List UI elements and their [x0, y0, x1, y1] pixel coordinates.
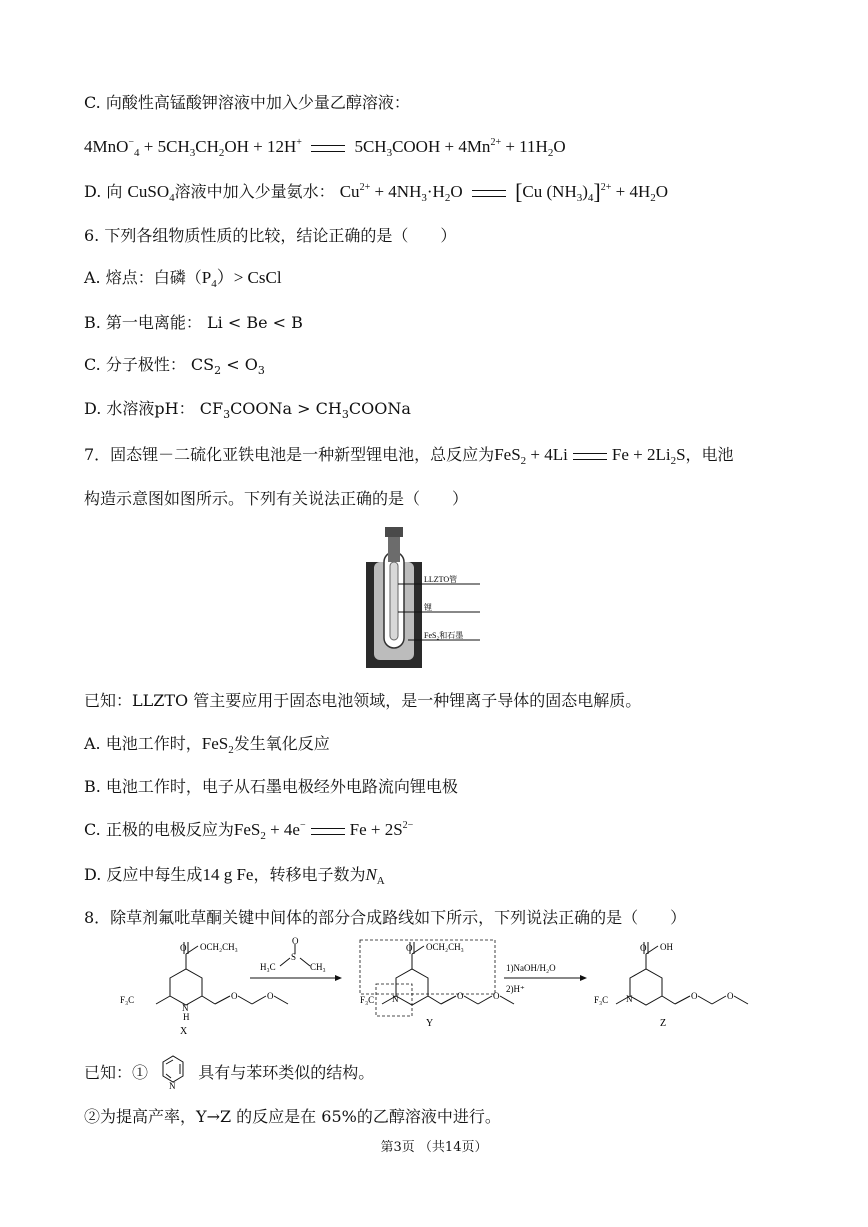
text: ，转移电子数为	[253, 865, 366, 884]
eq-term: CH	[195, 137, 219, 156]
eq-sub: 4	[134, 147, 140, 159]
eq-term: + 4Li	[526, 445, 568, 464]
x-o: O	[180, 943, 187, 953]
text: ）> CsCl	[216, 268, 282, 287]
eq-term: + 5CH	[139, 137, 190, 156]
q5-option-c-text: C. 向酸性高锰酸钾溶液中加入少量乙醇溶液：	[84, 93, 410, 112]
eq-term: Cu (NH	[522, 182, 577, 201]
q6-option-d	[84, 398, 411, 420]
lithium-rod	[390, 562, 398, 640]
eq-sub: 2	[444, 192, 451, 204]
text: D. 反应中每生成	[84, 865, 203, 884]
x-ester: OCH₂CH₃	[200, 942, 238, 952]
eq-term: O	[553, 137, 566, 156]
top-terminal	[388, 534, 400, 562]
eq-sub: 2	[547, 147, 554, 159]
q6-option-c	[84, 354, 265, 376]
text: D. 水溶液pH： CF	[84, 399, 224, 418]
q6-option-b: B. 第一电离能： Li < Be < B	[84, 313, 303, 332]
eq-term: Cu	[339, 182, 360, 201]
q6-stem: 6. 下列各组物质性质的比较，结论正确的是（ ）	[84, 226, 457, 245]
eq-sub: 4	[587, 192, 594, 204]
eq-term: Fe + 2Li	[611, 445, 671, 464]
z-o3: O	[727, 991, 734, 1001]
q6-option-a	[84, 267, 282, 289]
equals-sign	[311, 145, 345, 152]
text: COONa	[348, 399, 411, 418]
q8-known-1	[84, 1052, 374, 1092]
eq-sub: 3	[341, 408, 349, 421]
text: C. 正极的电极反应为	[84, 820, 234, 839]
eq-sup: 2+	[490, 137, 502, 148]
x-o2: O	[231, 991, 238, 1001]
q5-option-d	[84, 181, 668, 203]
eq-term: CuSO	[127, 182, 170, 201]
x-h: H	[183, 1012, 190, 1022]
z-oh: OH	[660, 942, 673, 952]
q7-stem-line2: 构造示意图如图所示。下列有关说法正确的是（ ）	[84, 489, 469, 508]
equals-sign	[573, 453, 607, 460]
label-x: X	[180, 1026, 188, 1036]
eq-term: COOH + 4Mn	[392, 137, 491, 156]
eq-sub: 2	[650, 192, 656, 204]
eq-term: + 4NH	[370, 182, 422, 201]
text: C. 分子极性： CS	[84, 355, 215, 374]
q5-option-c	[84, 92, 410, 114]
arrowhead-2	[580, 975, 587, 981]
eq-sub: 3	[421, 192, 427, 204]
label-z: Z	[660, 1018, 667, 1029]
z-o: O	[640, 943, 647, 953]
text	[365, 865, 385, 887]
cuso4	[127, 182, 175, 204]
eq-sub: 2	[228, 744, 234, 756]
eq-sub: 2	[520, 455, 527, 467]
eq-sup: 2−	[402, 820, 414, 831]
reagent-o: O	[292, 936, 299, 946]
double-bond	[166, 1060, 173, 1064]
equals-sign	[311, 828, 345, 835]
q5-option-d-text: D. 向	[84, 182, 123, 201]
eq-sub: A	[376, 875, 385, 887]
eq-sup: −	[299, 820, 306, 831]
reagent-h3c: H₃C	[260, 962, 276, 972]
eq-sub: 3	[257, 364, 265, 377]
q7-option-a	[84, 733, 330, 755]
eq-sub: 3	[189, 147, 196, 159]
eq-term: 4MnO	[84, 137, 129, 156]
arrowhead-1	[335, 975, 342, 981]
eq-sub: 2	[260, 830, 266, 842]
text: A. 电池工作时，	[84, 734, 202, 753]
text: 发生氧化反应	[233, 734, 330, 753]
z-n: N	[626, 994, 633, 1004]
q7-known: 已知：LLZTO 管主要应用于固态电池领域，是一种锂离子导体的固态电解质。	[84, 691, 642, 710]
text: COONa > CH	[230, 399, 342, 418]
terminal-cap	[385, 527, 403, 537]
y-o2: O	[457, 991, 464, 1001]
label-fes2: FeS₂和石墨	[424, 631, 464, 640]
eq-term: + 4H	[611, 182, 651, 201]
eq-sub: 3	[223, 408, 231, 421]
eq-term: O	[655, 182, 669, 201]
battery-diagram	[360, 522, 490, 672]
q8-stem: 8．除草剂氟吡草酮关键中间体的部分合成路线如下所示，下列说法正确的是（ ）	[84, 908, 687, 927]
cond-1: 1)NaOH/H₂O	[506, 963, 556, 973]
q8-known-2: ②为提高产率，Y→Z 的反应是在 65%的乙醇溶液中进行。	[84, 1107, 501, 1126]
pyridine-n: N	[169, 1081, 176, 1091]
eq-term: + 11H	[501, 137, 548, 156]
cond-2: 2)H⁺	[506, 984, 525, 994]
eq-sub: 4	[169, 192, 175, 204]
text: 具有与苯环类似的结构。	[198, 1063, 375, 1082]
y-o3: O	[493, 991, 500, 1001]
x-cf3: F₃C	[120, 995, 135, 1005]
text	[201, 734, 234, 756]
eq-sub: 2	[218, 147, 225, 159]
label-llzto: LLZTO管	[424, 575, 458, 584]
q7-option-c	[84, 819, 413, 841]
q7c-equation	[233, 820, 414, 842]
text: P	[201, 268, 212, 287]
bracket: ]	[593, 179, 601, 204]
eq-sup: −	[128, 137, 135, 148]
eq-sub: 3	[576, 192, 583, 204]
eq-sub: 3	[386, 147, 393, 159]
label-y: Y	[426, 1018, 434, 1029]
eq-term: + 4e	[265, 820, 300, 839]
z-o2: O	[691, 991, 698, 1001]
x-o3: O	[267, 991, 274, 1001]
synthesis-route	[100, 936, 780, 1036]
text: < O	[221, 355, 258, 374]
eq-term: FeS	[233, 820, 261, 839]
eq-term: 5CH	[354, 137, 387, 156]
q5-option-d-text2: 溶液中加入少量氨水：	[174, 182, 335, 201]
label-lithium: 锂	[424, 603, 432, 612]
q5-option-d-equation: $Cu^{2+} + 4NH_3\cdot H_2O$ [Cu $(NH_3)_4]^{2+} + 4H_2O$	[339, 179, 669, 204]
text: 已知：①	[84, 1063, 149, 1082]
double-bond	[166, 1074, 171, 1078]
page-footer: 第3页 （共14页）	[380, 1140, 488, 1155]
eq-sup: +	[296, 137, 302, 148]
text: ，电池	[685, 445, 734, 464]
bracket: [	[515, 179, 523, 204]
y-cf3: F₃C	[360, 995, 375, 1005]
q7-equation	[494, 445, 686, 467]
eq-sub: 4	[211, 278, 217, 290]
text	[201, 268, 217, 290]
eq-term: OH + 12H	[224, 137, 297, 156]
eq-sup: 2+	[600, 182, 612, 193]
q7-option-d	[84, 864, 385, 886]
pyridine-structure	[153, 1052, 193, 1092]
reagent-ch3: CH₃	[310, 962, 326, 972]
eq-term: Fe + 2S	[349, 820, 403, 839]
eq-term: S	[676, 445, 686, 464]
y-o: O	[406, 943, 413, 953]
text: N	[365, 865, 377, 884]
x-n: N	[182, 1003, 189, 1013]
z-cf3: F₃C	[594, 995, 609, 1005]
eq-term: O	[450, 182, 463, 201]
text: A. 熔点：白磷（	[84, 268, 202, 287]
eq-sub: 2	[670, 455, 677, 467]
text: 14 g Fe	[202, 865, 254, 884]
text: FeS	[201, 734, 229, 753]
eq-sup: 2+	[359, 182, 371, 193]
y-n: N	[392, 994, 399, 1004]
eq-term: ·H	[426, 182, 445, 201]
y-ester: OCH₂CH₃	[426, 942, 464, 952]
text: 7．固态锂－二硫化亚铁电池是一种新型锂电池，总反应为	[84, 445, 495, 464]
reagent-s: S	[291, 952, 297, 962]
q7-stem	[84, 444, 734, 466]
q5-option-c-equation	[84, 136, 566, 158]
eq-term: FeS	[494, 445, 521, 464]
equals-sign	[472, 190, 506, 197]
eq-sub: 2	[214, 364, 222, 377]
q7-option-b: B. 电池工作时，电子从石墨电极经外电路流向锂电极	[84, 777, 458, 796]
